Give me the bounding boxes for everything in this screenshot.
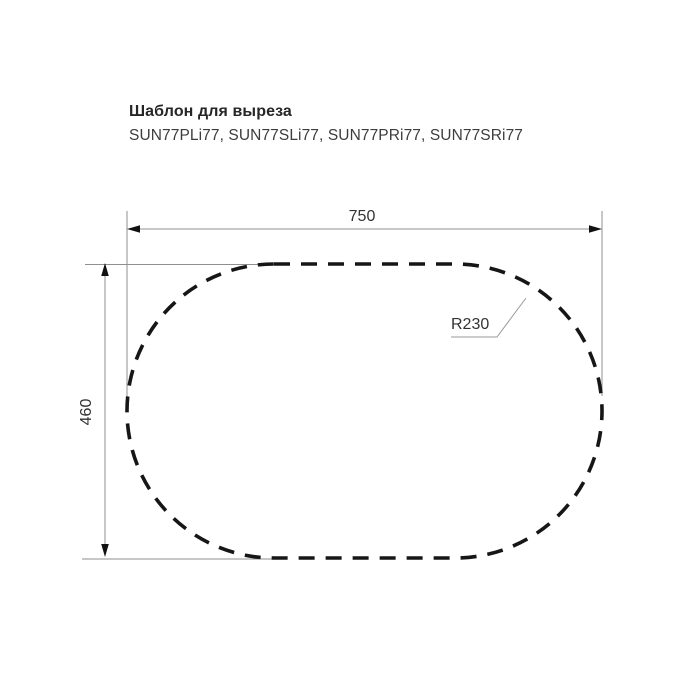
arrowhead-left — [127, 225, 140, 233]
height-label: 460 — [78, 398, 95, 426]
width-dimension — [127, 208, 602, 233]
model-list: SUN77PLi77, SUN77SLi77, SUN77PRi77, SUN77SRi77 — [129, 127, 524, 144]
height-dimension — [78, 263, 109, 557]
page-title: Шаблон для выреза — [129, 103, 292, 120]
arrowhead-right — [589, 225, 602, 233]
cutout-outline — [127, 264, 602, 558]
width-label: 750 — [348, 208, 376, 225]
radius-label: R230 — [451, 316, 490, 333]
radius-annotation — [451, 298, 526, 337]
arrowhead-down — [101, 544, 109, 557]
